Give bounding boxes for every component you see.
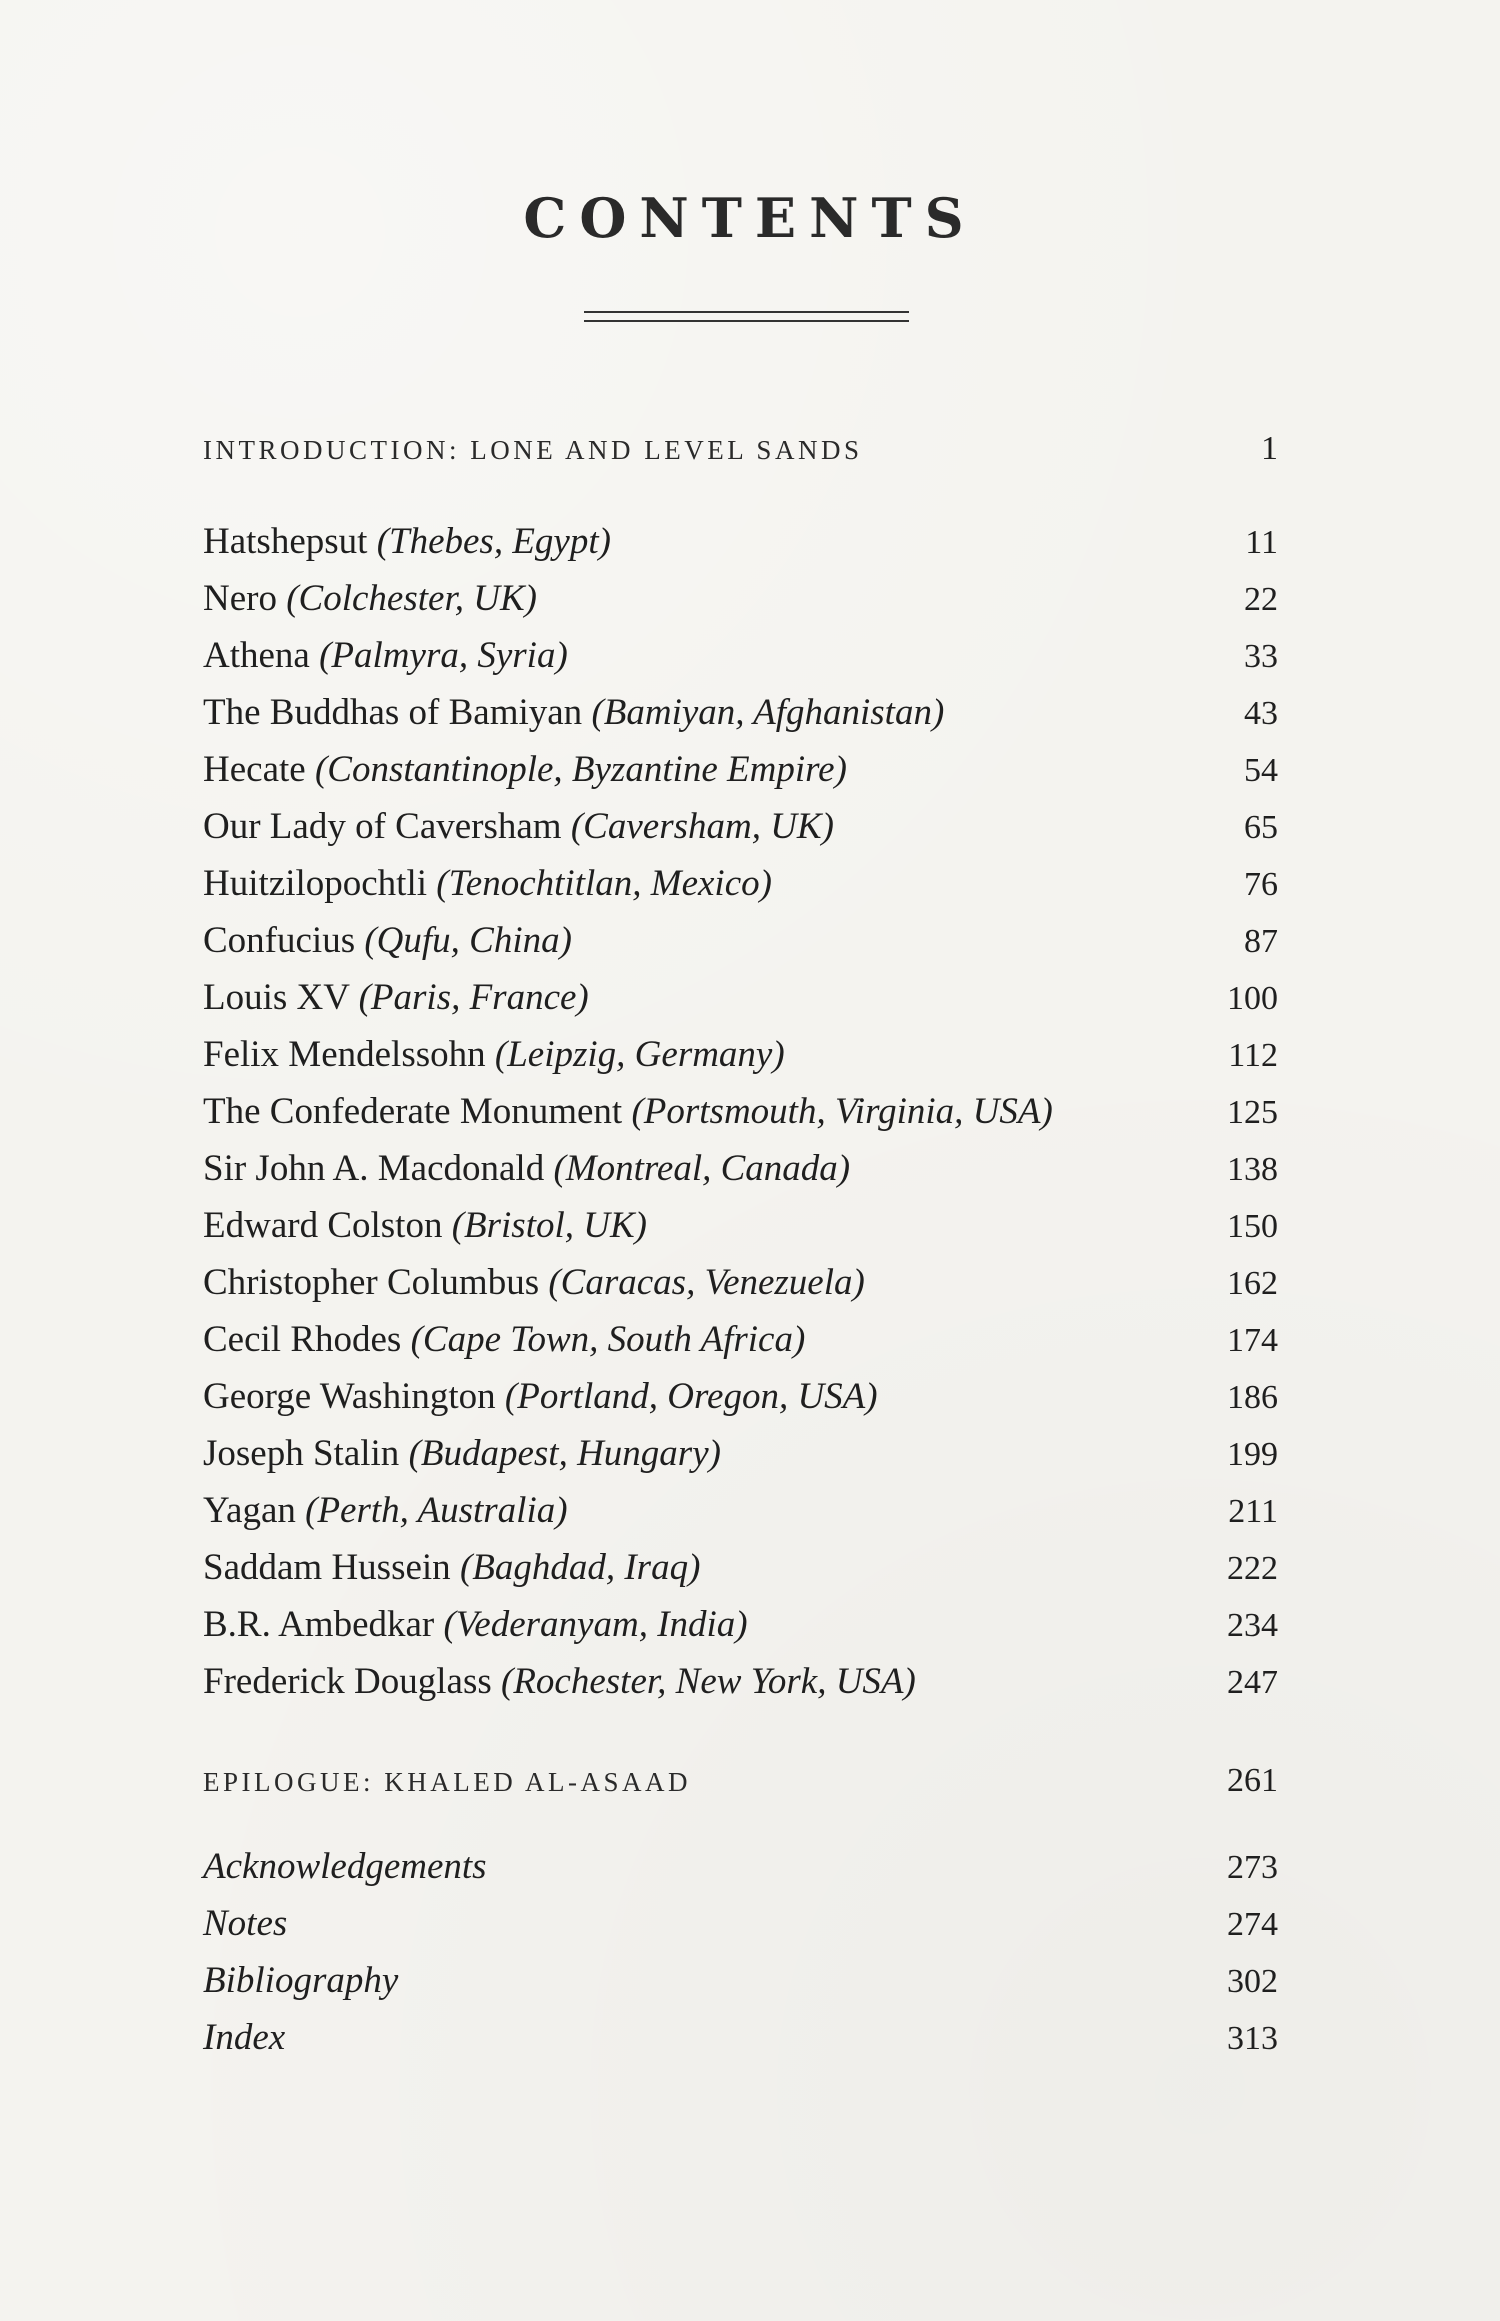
epilogue-page: 261 <box>1227 1762 1278 1799</box>
chapter-place: (Tenochtitlan, Mexico) <box>436 863 772 904</box>
back-matter-name: Acknowledgements <box>203 1846 487 1887</box>
epilogue-label: EPILOGUE: KHALED AL-ASAAD <box>203 1767 691 1797</box>
chapter-name: Hecate <box>203 749 306 790</box>
chapter-page: 11 <box>1245 524 1278 561</box>
chapter-name: Louis XV <box>203 977 350 1018</box>
toc-chapter[interactable] <box>203 1375 1278 1433</box>
chapter-page: 222 <box>1227 1550 1278 1587</box>
chapter-place: (Montreal, Canada) <box>553 1148 851 1189</box>
chapter-place: (Leipzig, Germany) <box>494 1034 785 1075</box>
chapter-place: (Colchester, UK) <box>286 578 537 619</box>
chapter-page: 112 <box>1228 1037 1278 1074</box>
toc-epilogue[interactable] <box>203 1762 1278 1820</box>
toc-chapter[interactable] <box>203 748 1278 806</box>
chapter-place: (Palmyra, Syria) <box>319 635 568 676</box>
title-rule-top <box>584 311 909 313</box>
chapter-place: (Vederanyam, India) <box>443 1604 748 1645</box>
chapter-page: 234 <box>1227 1607 1278 1644</box>
introduction-page: 1 <box>1261 430 1278 467</box>
chapter-place: (Bristol, UK) <box>451 1205 647 1246</box>
toc-chapter[interactable] <box>203 805 1278 863</box>
chapter-place: (Baghdad, Iraq) <box>459 1547 701 1588</box>
chapter-place: (Qufu, China) <box>364 920 572 961</box>
toc-chapter[interactable] <box>203 1090 1278 1148</box>
toc-chapter[interactable] <box>203 862 1278 920</box>
chapter-place: (Caversham, UK) <box>570 806 834 847</box>
toc-chapter[interactable] <box>203 1489 1278 1547</box>
toc-back-matter[interactable] <box>203 2016 1278 2074</box>
chapter-name: Hatshepsut <box>203 521 368 562</box>
chapter-place: (Cape Town, South Africa) <box>410 1319 806 1360</box>
chapter-page: 54 <box>1244 752 1278 789</box>
toc-chapter[interactable] <box>203 1261 1278 1319</box>
chapter-place: (Thebes, Egypt) <box>376 521 611 562</box>
back-matter-page: 302 <box>1227 1963 1278 2000</box>
chapter-place: (Constantinople, Byzantine Empire) <box>314 749 847 790</box>
toc-chapter[interactable] <box>203 1603 1278 1661</box>
chapter-page: 199 <box>1227 1436 1278 1473</box>
chapter-page: 125 <box>1227 1094 1278 1131</box>
chapter-name: George Washington <box>203 1376 496 1417</box>
chapter-page: 174 <box>1227 1322 1278 1359</box>
chapter-name: Sir John A. Macdonald <box>203 1148 545 1189</box>
chapter-place: (Rochester, New York, USA) <box>501 1661 916 1702</box>
chapter-name: The Confederate Monument <box>203 1091 623 1132</box>
toc-chapter[interactable] <box>203 1546 1278 1604</box>
toc-chapter[interactable] <box>203 520 1278 578</box>
toc-back-matter[interactable] <box>203 1902 1278 1960</box>
toc-introduction[interactable] <box>203 430 1278 488</box>
toc-chapter[interactable] <box>203 577 1278 635</box>
page-title: CONTENTS <box>523 186 977 250</box>
back-matter-page: 313 <box>1227 2020 1278 2057</box>
chapter-name: Yagan <box>203 1490 296 1531</box>
back-matter-name: Bibliography <box>203 1960 399 2001</box>
back-matter-page: 273 <box>1227 1849 1278 1886</box>
chapter-place: (Budapest, Hungary) <box>408 1433 721 1474</box>
chapter-name: Our Lady of Caversham <box>203 806 562 847</box>
chapter-page: 186 <box>1227 1379 1278 1416</box>
chapter-name: Christopher Columbus <box>203 1262 540 1303</box>
toc-chapter[interactable] <box>203 1660 1278 1718</box>
chapter-name: The Buddhas of Bamiyan <box>203 692 583 733</box>
chapter-name: Confucius <box>203 920 356 961</box>
toc-chapter[interactable] <box>203 1204 1278 1262</box>
chapter-page: 87 <box>1244 923 1278 960</box>
chapter-name: B.R. Ambedkar <box>203 1604 435 1645</box>
back-matter-page: 274 <box>1227 1906 1278 1943</box>
toc-back-matter[interactable] <box>203 1959 1278 2017</box>
chapter-name: Edward Colston <box>203 1205 443 1246</box>
chapter-page: 33 <box>1244 638 1278 675</box>
back-matter-name: Index <box>203 2017 286 2058</box>
chapter-page: 43 <box>1244 695 1278 732</box>
toc-chapter[interactable] <box>203 691 1278 749</box>
chapter-place: (Paris, France) <box>358 977 589 1018</box>
chapter-page: 150 <box>1227 1208 1278 1245</box>
chapter-page: 138 <box>1227 1151 1278 1188</box>
chapter-place: (Caracas, Venezuela) <box>548 1262 865 1303</box>
chapter-name: Saddam Hussein <box>203 1547 451 1588</box>
chapter-page: 211 <box>1228 1493 1278 1530</box>
toc-chapter[interactable] <box>203 976 1278 1034</box>
chapter-name: Felix Mendelssohn <box>203 1034 486 1075</box>
introduction-label: INTRODUCTION: LONE AND LEVEL SANDS <box>203 435 863 465</box>
chapter-page: 100 <box>1227 980 1278 1017</box>
toc-chapter[interactable] <box>203 1033 1278 1091</box>
toc-chapter[interactable] <box>203 634 1278 692</box>
toc-chapter[interactable] <box>203 1432 1278 1490</box>
chapter-page: 162 <box>1227 1265 1278 1302</box>
chapter-page: 22 <box>1244 581 1278 618</box>
chapter-name: Athena <box>203 635 310 676</box>
chapter-name: Cecil Rhodes <box>203 1319 402 1360</box>
chapter-page: 76 <box>1244 866 1278 903</box>
chapter-page: 247 <box>1227 1664 1278 1701</box>
chapter-name: Joseph Stalin <box>203 1433 400 1474</box>
toc-chapter[interactable] <box>203 1147 1278 1205</box>
toc-chapter[interactable] <box>203 919 1278 977</box>
chapter-name: Frederick Douglass <box>203 1661 492 1702</box>
toc-chapter[interactable] <box>203 1318 1278 1376</box>
chapter-place: (Portsmouth, Virginia, USA) <box>631 1091 1053 1132</box>
chapter-place: (Portland, Oregon, USA) <box>504 1376 878 1417</box>
title-rule-bottom <box>584 320 909 322</box>
back-matter-name: Notes <box>203 1903 288 1944</box>
chapter-page: 65 <box>1244 809 1278 846</box>
chapter-name: Nero <box>203 578 277 619</box>
chapter-place: (Bamiyan, Afghanistan) <box>591 692 945 733</box>
toc-back-matter[interactable] <box>203 1845 1278 1903</box>
chapter-place: (Perth, Australia) <box>305 1490 568 1531</box>
chapter-name: Huitzilopochtli <box>203 863 428 904</box>
